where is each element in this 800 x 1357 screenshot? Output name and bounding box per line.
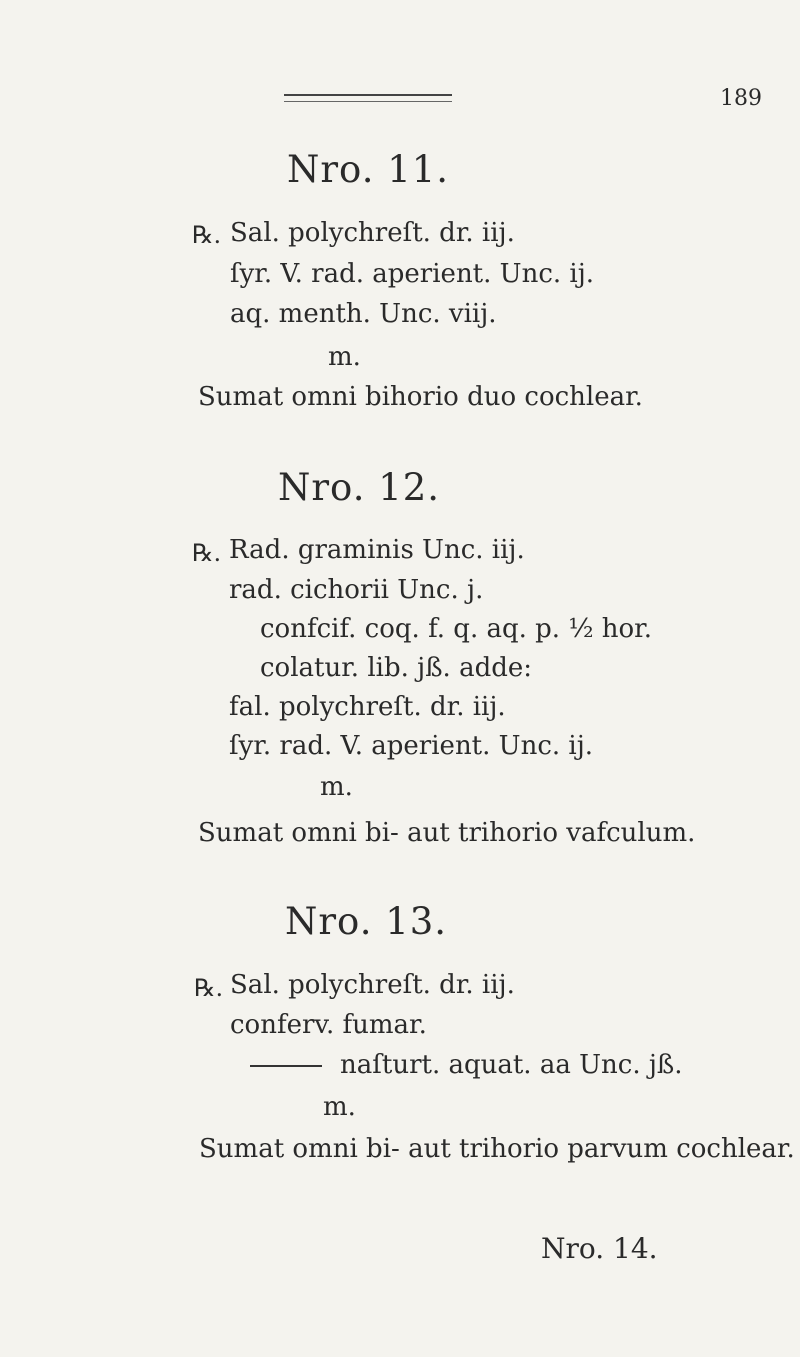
ingredient-line: rad. cichorii Unc. j.: [229, 575, 484, 605]
section-heading-12: Nro. 12.: [278, 466, 441, 509]
misce-mark: m.: [328, 342, 361, 372]
section-heading-13: Nro. 13.: [285, 900, 448, 943]
ingredient-line: aq. menth. Unc. viij.: [230, 299, 497, 329]
catchword-heading: Nro. 14.: [541, 1232, 658, 1265]
rx-symbol-13: ℞.: [194, 974, 224, 1002]
ingredient-line: fal. polychreſt. dr. iij.: [229, 692, 506, 722]
ingredient-line: Sal. polychreſt. dr. iij.: [230, 218, 515, 248]
direction-line: Sumat omni bi- aut trihorio vafculum.: [198, 818, 696, 848]
header-rule: [284, 94, 452, 96]
ingredient-line-ditto: [250, 1050, 683, 1080]
ingredient-line: ſyr. V. rad. aperient. Unc. ij.: [230, 259, 595, 289]
ingredient-line: conferv. fumar.: [230, 1010, 427, 1040]
rx-symbol-12: ℞.: [192, 539, 222, 567]
direction-line: Sumat omni bi- aut trihorio parvum cochlear.: [199, 1134, 795, 1164]
ingredient-line: Rad. graminis Unc. iij.: [229, 535, 525, 565]
misce-mark: m.: [320, 772, 353, 802]
ingredient-line: colatur. lib. jß. adde:: [260, 653, 533, 683]
direction-line: Sumat omni bihorio duo cochlear.: [198, 382, 643, 412]
page-number: 189: [720, 86, 762, 111]
ingredient-line: ſyr. rad. V. aperient. Unc. ij.: [229, 731, 594, 761]
section-heading-11: Nro. 11.: [287, 148, 450, 191]
ditto-dash: [250, 1065, 322, 1067]
rx-symbol-11: ℞.: [192, 221, 222, 249]
ingredient-line: confcif. coq. f. q. aq. p. ½ hor.: [260, 614, 653, 644]
misce-mark: m.: [323, 1092, 356, 1122]
header-rule-thin: [284, 101, 452, 102]
ingredient-line: Sal. polychreſt. dr. iij.: [230, 970, 515, 1000]
ingredient-text: naſturt. aquat. aa Unc. jß.: [340, 1050, 683, 1080]
